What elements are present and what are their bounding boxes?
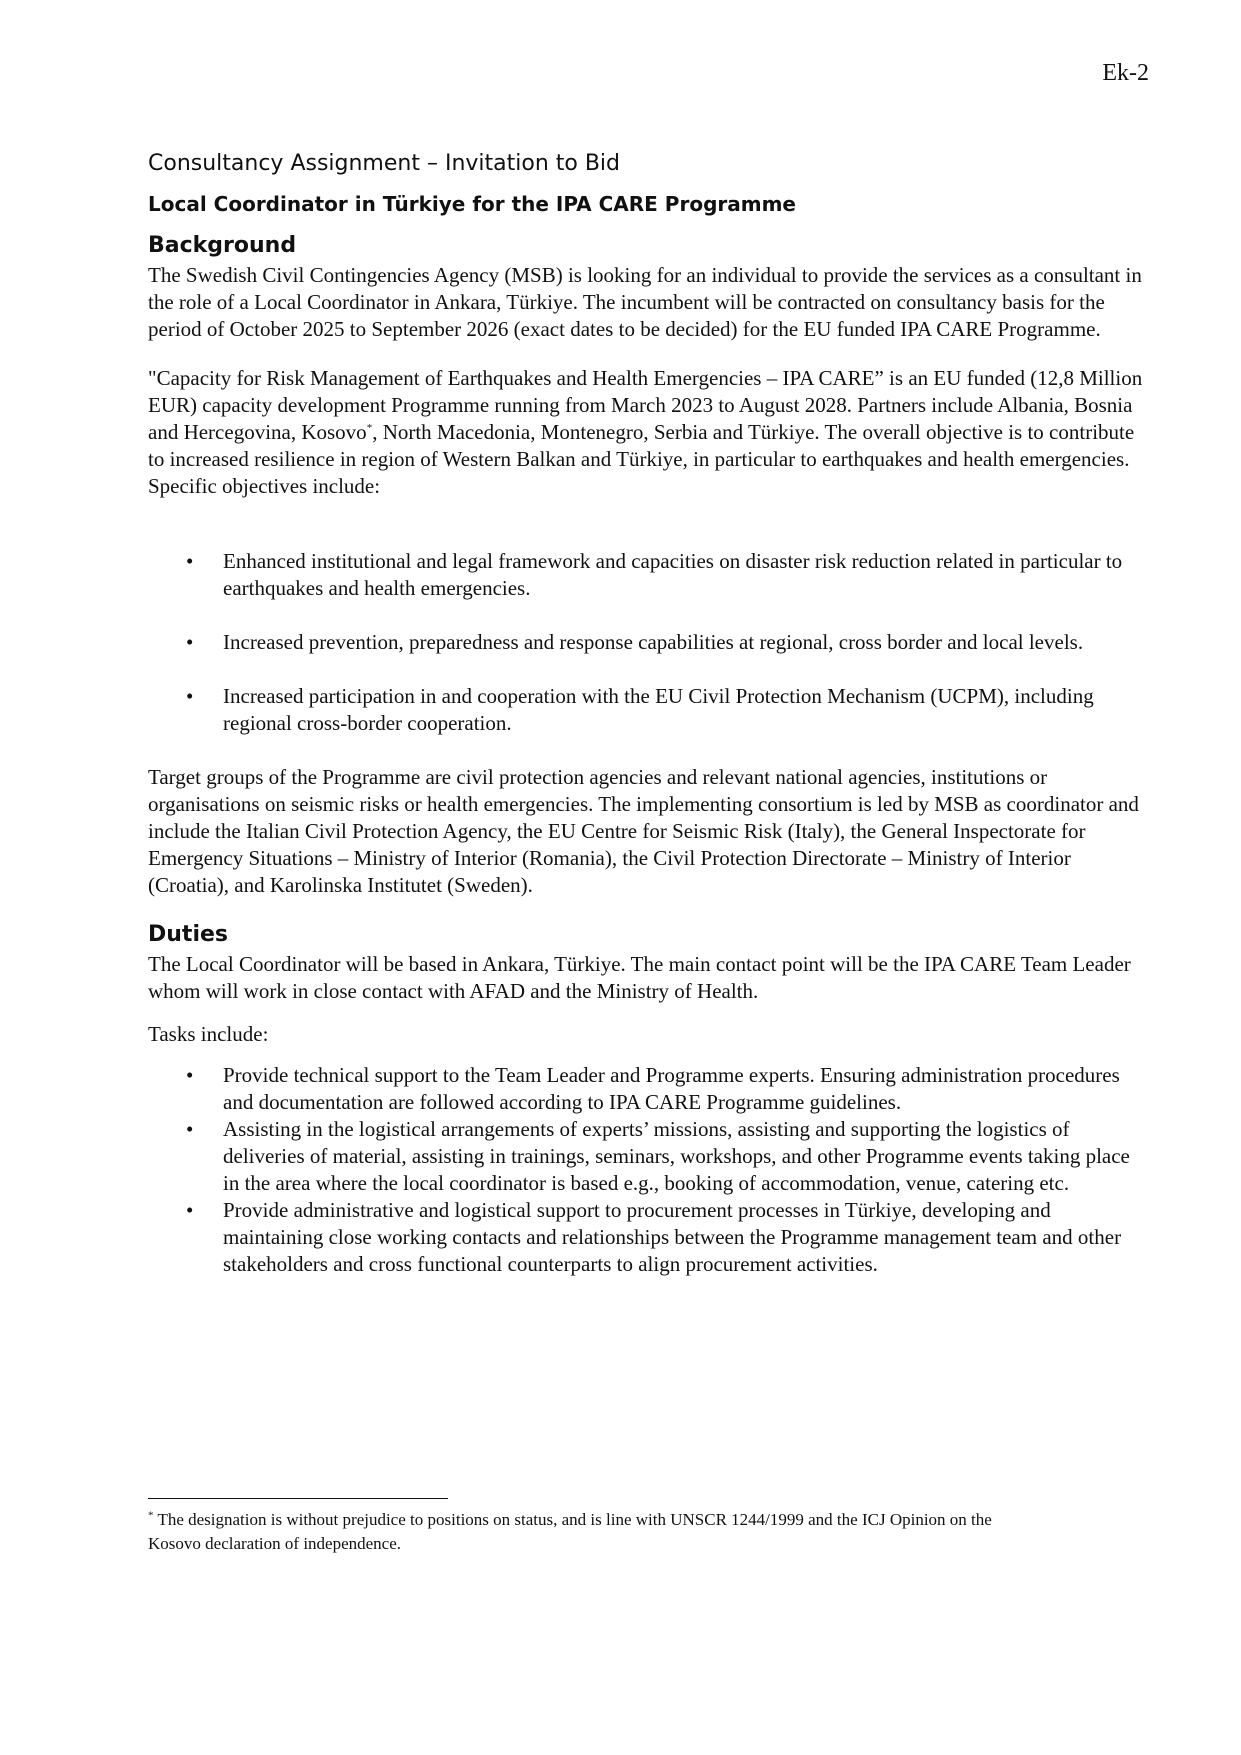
list-item: [148, 629, 1148, 656]
bullet-icon: •: [186, 684, 194, 708]
footnote-reference: *: [366, 422, 373, 434]
bullet-icon: •: [186, 1117, 194, 1141]
background-paragraph-1: The Swedish Civil Contingencies Agency (MSB) is looking for an individual to provide the services as a consultant in the role of a Local Coordinator in Ankara, Türkiye. The incumbent will be contracted on consultancy basis for the period of October 2025 to September 2026 (exact dates to be decided) for the EU funded IPA CARE Programme.: [148, 263, 1142, 341]
footnote: [148, 1508, 1048, 1556]
list-item: [148, 1197, 1148, 1278]
document-title: Consultancy Assignment – Invitation to Bid: [148, 151, 621, 176]
bullet-icon: •: [186, 1198, 194, 1222]
duties-section: [148, 921, 1148, 1278]
document-subtitle: Local Coordinator in Türkiye for the IPA CARE Programme: [148, 192, 796, 216]
background-heading: Background: [148, 233, 297, 258]
bullet-icon: •: [186, 630, 194, 654]
list-item: [148, 683, 1148, 737]
objective-text: Increased prevention, preparedness and response capabilities at regional, cross border and local levels.: [223, 630, 1084, 654]
background-paragraph-2: [148, 365, 1148, 500]
objectives-list: [148, 548, 1148, 737]
objective-text: Enhanced institutional and legal framework and capacities on disaster risk reduction related in particular to earthquakes and health emergencies.: [223, 549, 1123, 600]
background-paragraph-2-text-a: "Capacity for Risk Management of Earthquakes and Health Emergencies – IPA CARE” is an EU funded (12,8 Million EUR) capacity development Programme running from March 2023 to August 2028. Partners include Albania, Bosnia and Hercegovina, Kosovo: [148, 366, 1143, 444]
document-body: [148, 150, 1148, 1278]
tasks-intro: Tasks include:: [148, 1022, 269, 1046]
footnote-mark: *: [148, 1509, 154, 1522]
bullet-icon: •: [186, 1063, 194, 1087]
duties-paragraph-1: The Local Coordinator will be based in Ankara, Türkiye. The main contact point will be the IPA CARE Team Leader whom will work in close contact with AFAD and the Ministry of Health.: [148, 952, 1131, 1003]
duties-heading: Duties: [148, 922, 228, 947]
background-section: [148, 232, 1148, 899]
task-text: Assisting in the logistical arrangements of experts’ missions, assisting and supporting the logistics of deliveries of material, assisting in trainings, seminars, workshops, and other Programme events taking place in the area where the local coordinator is based e.g., booking of accommodation, venue, catering etc.: [223, 1117, 1130, 1195]
task-text: Provide technical support to the Team Leader and Programme experts. Ensuring administration procedures and documentation are followed according to IPA CARE Programme guidelines.: [223, 1063, 1120, 1114]
list-item: [148, 1062, 1148, 1116]
task-text: Provide administrative and logistical support to procurement processes in Türkiye, developing and maintaining close working contacts and relationships between the Programme management team and other stakeholders and cross functional counterparts to align procurement activities.: [223, 1198, 1122, 1276]
bullet-icon: •: [186, 549, 194, 573]
footnote-text: The designation is without prejudice to positions on status, and is line with UNSCR 1244/1999 and the ICJ Opinion on the Kosovo declaration of independence.: [148, 1510, 992, 1553]
objective-text: Increased participation in and cooperation with the EU Civil Protection Mechanism (UCPM), including regional cross-border cooperation.: [223, 684, 1094, 735]
tasks-list: [148, 1062, 1148, 1278]
list-item: [148, 548, 1148, 602]
annex-label: Ek-2: [1102, 60, 1149, 86]
background-paragraph-2-text-b: , North Macedonia, Montenegro, Serbia and Türkiye. The overall objective is to contribute to increased resilience in region of Western Balkan and Türkiye, in particular to earthquakes and health emergencies. Specific objectives include:: [148, 420, 1135, 498]
background-paragraph-3: Target groups of the Programme are civil protection agencies and relevant national agencies, institutions or organisations on seismic risks or health emergencies. The implementing consortium is led by MSB as coordinator and include the Italian Civil Protection Agency, the EU Centre for Seismic Risk (Italy), the General Inspectorate for Emergency Situations – Ministry of Interior (Romania), the Civil Protection Directorate – Ministry of Interior (Croatia), and Karolinska Institutet (Sweden).: [148, 765, 1139, 897]
list-item: [148, 1116, 1148, 1197]
footnote-divider: [148, 1498, 448, 1499]
